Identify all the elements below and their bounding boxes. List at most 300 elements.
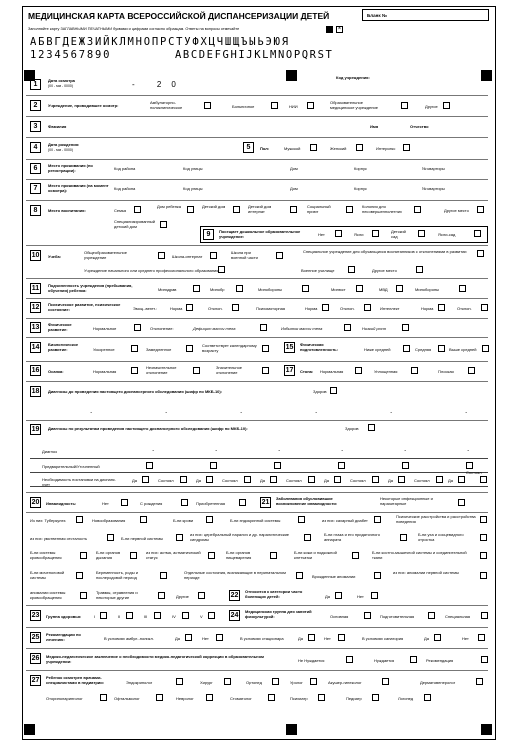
field-label: № квартиры [422,166,445,171]
opt-label: Семья [114,208,127,213]
specialist-checkbox[interactable] [224,678,231,685]
patronymic-label: Отчество [410,124,429,129]
fitness-average-checkbox[interactable] [438,345,445,352]
sex-male-checkbox[interactable] [310,144,317,151]
disease-label: Б-ни органов дыхания [96,550,121,560]
phys-short-checkbox[interactable] [402,324,409,331]
disease-label: Врожденные аномалии [312,574,356,579]
phys-normal-checkbox[interactable] [134,324,141,331]
disease-checkbox[interactable] [107,534,114,541]
disease-checkbox[interactable] [304,534,311,541]
disease-label: Б-ни костно-мышечной системы и соединительной ткани [372,550,467,560]
opt-label: II [118,614,121,619]
disease-label: из них: церебральный паралич и др. паралитические синдромы [190,532,290,542]
subordination-label: Подчиненность учреждения (пребывания, обучения) ребенка: [48,283,133,293]
disease-checkbox[interactable] [296,572,303,579]
name-label: Имя [370,124,379,129]
sub-minzdrav-checkbox[interactable] [193,285,200,292]
study-boarding-checkbox[interactable] [210,252,217,259]
preschool-nursery-checkbox[interactable] [372,230,379,237]
upbringing-label: Место воспитания: [48,208,86,213]
study-military-school-checkbox[interactable] [276,252,283,259]
need-yes-checkbox[interactable] [398,476,405,483]
posture-normal-checkbox[interactable] [131,367,138,374]
corner-marker [481,724,492,735]
opt-label: Социальный приют [307,204,331,214]
sub-minoborony-checkbox[interactable] [302,285,309,292]
foot-flat-checkbox[interactable] [468,367,475,374]
opt-label: Нормальная [93,369,117,374]
emo-deviation-checkbox[interactable] [232,304,239,311]
pedagogical-recommendation-checkbox[interactable] [481,656,488,663]
disease-checkbox[interactable] [206,516,213,523]
field-label: № квартиры [422,186,445,191]
hospital-yes-checkbox[interactable] [308,634,315,641]
disease-checkbox[interactable] [374,516,381,523]
surname-label: Фамилия [48,124,67,129]
specialist-label: Хирург [200,680,213,685]
prelim-checkbox[interactable] [146,462,153,469]
opt-label: Нет [318,232,325,237]
disease-label: Б-ни уха и сосцевидного отростка [418,532,464,542]
motor-norm-checkbox[interactable] [322,304,329,311]
frequent-yes-checkbox[interactable] [335,592,342,599]
state-label: Состоял [350,478,366,483]
specialist-label: Эндокринолог [126,680,153,685]
opt-label: Да [175,636,180,641]
disease-label: Б-ни нервной системы [121,536,163,541]
dot: . [278,444,281,453]
state-label: Состоял [466,470,482,475]
disease-checkbox[interactable] [198,592,205,599]
group-label: Интеллект [380,306,400,311]
corner-marker [286,70,297,81]
opt-label: Образовательное медицинское учреждение [330,100,378,110]
disease-checkbox[interactable] [80,592,87,599]
section-number: 1 [30,79,41,90]
specialist-checkbox[interactable] [476,678,483,685]
disease-checkbox[interactable] [352,552,359,559]
specialist-checkbox[interactable] [156,694,163,701]
disease-checkbox[interactable] [298,516,305,523]
yes-label: Да [388,478,393,483]
dot: . [404,444,407,453]
opt-label: Колония для несовершеннолетних [362,204,402,214]
birth-date-label: Дата рождения: [48,142,80,147]
study-other-checkbox[interactable] [416,266,423,273]
specialist-checkbox[interactable] [424,694,431,701]
opt-label: Замедленное [146,347,172,352]
pe-prep-checkbox[interactable] [428,612,435,619]
opt-label: Нормальное [93,326,117,331]
disease-label: Б-ни крови [173,518,194,523]
phys-weight-deficit-checkbox[interactable] [260,324,267,331]
specialist-checkbox[interactable] [318,694,325,701]
disease-label: из них: сахарный диабет [322,518,368,523]
specialist-checkbox[interactable] [272,678,279,685]
opt-label: Школа при военной части [231,250,258,260]
opt-label: Рекомендация [426,658,454,663]
opt-label: Значительное отклонение [216,365,243,375]
disease-checkbox[interactable] [480,572,487,579]
opt-label: Нормальная [320,369,344,374]
birth-date-format: (00 - мм - 0000) [48,148,74,152]
opt-label: Плоская [438,369,454,374]
upbringing-colony-checkbox[interactable] [414,206,421,213]
diagnoses-after-label: Диагнозы по результатам проведения настоящего диспансерного обследования (шифр по МКБ-10): [48,426,248,431]
diagnoses-before-label: Диагнозы до проведения настоящего диспансерного обследования (шифр по МКБ-10): [48,389,223,394]
disease-checkbox[interactable] [76,516,83,523]
need-state-checkbox[interactable] [480,476,487,483]
specialist-label: Стоматолог [230,696,252,701]
study-vocational-checkbox[interactable] [218,266,225,273]
frequent-ill-label: Относится к категории часто болеющих детей: [245,589,303,599]
after-healthy-checkbox[interactable] [368,424,375,431]
specialist-label: Оториноларинголог [46,696,83,701]
sanatorium-no-checkbox[interactable] [478,634,485,641]
dot: . [467,444,470,453]
upbringing-special-orphanage-checkbox[interactable] [160,221,167,228]
opt-label: Норма [170,306,183,311]
health-group-4-checkbox[interactable] [182,612,189,619]
pe-basic-checkbox[interactable] [364,612,371,619]
opt-label: I [94,614,96,619]
yes-label: Да [324,478,329,483]
section-number: 10 [31,252,40,259]
opt-label: Мужской [284,146,301,151]
opt-label: Отклон. [208,306,223,311]
disability-no-checkbox[interactable] [121,499,128,506]
disease-label: Б-ни кожи и подкожной клетчатки [294,550,337,560]
opt-label: Общеобразовательное учреждение [84,250,127,260]
opt-label: Избыток массы тела [281,326,323,331]
health-group-3-checkbox[interactable] [154,612,161,619]
disease-label: Отдельные состояния, возникающие в перинатальном периоде [184,570,286,580]
section-number: 25 [31,634,40,641]
need-state-checkbox[interactable] [372,476,379,483]
opt-label: Нет [357,594,364,599]
corner-marker [24,724,35,735]
disease-checkbox[interactable] [176,534,183,541]
section-number: 3 [30,121,41,132]
opt-label: Специальное учреждение для обучающихся воспитанников с отклонениями в развитии [303,249,467,254]
blank-number-box [362,9,489,21]
disease-label: Другие [176,594,189,599]
instruction-text: Заполняйте карту ЗАГЛАВНЫМИ ПЕЧАТНЫМИ буквами и цифрами согласно образцам. Ответы на вопросы отмечайте [28,27,240,31]
dot: . [315,406,318,415]
institution-outpatient-checkbox[interactable] [204,102,211,109]
opt-label: IV [172,614,176,619]
need-state-checkbox[interactable] [436,476,443,483]
disease-checkbox[interactable] [76,572,83,579]
yes-label: Да [448,478,453,483]
disability-diseases-label: Заболевания обусловившие возникновение инвалидности: [276,496,338,506]
specialist-label: Невролог [176,696,194,701]
sex-intersex-checkbox[interactable] [403,144,410,151]
disability-birth-checkbox[interactable] [181,499,188,506]
outpatient-yes-checkbox[interactable] [185,634,192,641]
opt-label: Специализированный детский дом [114,219,155,229]
specialist-label: Педиатр [346,696,362,701]
dot: . [90,406,93,415]
foot-normal-checkbox[interactable] [355,367,362,374]
section-number: 21 [261,499,270,506]
health-group-1-checkbox[interactable] [100,612,107,619]
opt-label: III [144,614,148,619]
opt-label: Незначительное отклонение [146,365,177,375]
specialist-checkbox[interactable] [310,678,317,685]
outpatient-no-checkbox[interactable] [216,634,223,641]
before-healthy-checkbox[interactable] [330,387,337,394]
state-label: Состоял [158,478,174,483]
specialist-label: Акушер-гинеколог [328,680,362,685]
specialist-checkbox[interactable] [372,694,379,701]
opt-label: Низкий рост [362,326,387,331]
sub-minjust-checkbox[interactable] [356,285,363,292]
institution-hospital-checkbox[interactable] [271,102,278,109]
disease-label: Б-ни глаза и его придаточного аппарата [324,532,380,542]
opt-label: Да [298,636,303,641]
opt-label: Норма [421,306,434,311]
specialist-label: Ортопед [246,680,262,685]
prelim-row-label: Предварительный/Уточненный [42,464,100,469]
bio-dev-label: Биологическое развитие: [48,342,79,352]
yes-label: Да [196,478,201,483]
opt-label: В условиях стационара [240,636,284,641]
pedagogical-not-needed-checkbox[interactable] [346,656,353,663]
dot: . [165,406,168,415]
opt-label: Другое место [444,208,469,213]
opt-label: Учреждение начального или среднего профессионального образования [84,268,219,273]
study-special-checkbox[interactable] [477,250,484,257]
disease-label: Психические расстройства и расстройства поведения [396,514,476,524]
motor-deviation-checkbox[interactable] [364,304,371,311]
section-number: 2 [30,100,41,111]
posture-label: Осанка: [48,369,64,374]
disease-checkbox[interactable] [400,534,407,541]
frequent-no-checkbox[interactable] [371,592,378,599]
upbringing-baby-home-checkbox[interactable] [187,206,194,213]
section-number: 9 [203,229,214,240]
preschool-no-checkbox[interactable] [335,230,342,237]
opt-label: Уплощенная [374,369,398,374]
opt-label: Минздрав [158,287,177,292]
institution-educational-checkbox[interactable] [401,102,408,109]
upbringing-orphanage-checkbox[interactable] [233,206,240,213]
specialists-label: Ребенок осмотрен врачами-специалистами в педиатрии: [46,675,105,685]
prelim-checkbox[interactable] [466,462,473,469]
specialist-label: Дерматовенеролог [420,680,456,685]
preschool-kindergarten-checkbox[interactable] [418,230,425,237]
dot: . [341,444,344,453]
field-label: Дом [290,166,298,171]
disability-acquired-checkbox[interactable] [239,499,246,506]
section-number: 5 [243,142,254,153]
opt-label: Ниже средней [364,347,391,352]
opt-label: В условиях санатория [362,636,404,641]
disease-checkbox[interactable] [208,552,215,559]
bio-age-checkbox[interactable] [262,345,269,352]
dot: . [465,406,468,415]
upbringing-other-checkbox[interactable] [477,206,484,213]
opt-label: Школа-интернат [172,254,203,259]
pedagogical-label: Медико-педагогическое заключение о необходимости медико-педагогической коррекции в образовательном учреждении: [46,654,264,664]
study-military-college-checkbox[interactable] [348,266,355,273]
section-number: 11 [31,285,40,292]
disease-checkbox[interactable] [80,552,87,559]
sub-minobr-checkbox[interactable] [236,285,243,292]
need-state-checkbox[interactable] [244,476,251,483]
specialist-checkbox[interactable] [100,694,107,701]
institution-code-label: Код учреждения: [336,75,370,80]
opt-label: Детский дом интернат [248,204,272,214]
institution-other-checkbox[interactable] [443,102,450,109]
opt-label: Соответствует календарному возрасту [202,343,257,353]
mental-label: Психическое развитие, психическое состояние: [48,302,121,312]
dot: . [215,444,218,453]
health-group-2-checkbox[interactable] [126,612,133,619]
field-label: Код района [114,186,136,191]
opt-label: Нуждается [374,658,395,663]
disease-checkbox[interactable] [480,534,487,541]
need-yes-checkbox[interactable] [206,476,213,483]
section-number: 6 [30,163,41,174]
section-number: 24 [230,612,239,619]
opt-label: Норма [305,306,318,311]
health-group-label: Группа здоровья: [46,614,82,619]
disease-infectious-checkbox[interactable] [458,499,465,506]
sanatorium-yes-checkbox[interactable] [434,634,441,641]
specialist-checkbox[interactable] [268,694,275,701]
intellect-deviation-checkbox[interactable] [481,304,488,311]
posture-minor-checkbox[interactable] [193,367,200,374]
need-yes-checkbox[interactable] [142,476,149,483]
pedagogical-needed-checkbox[interactable] [410,656,417,663]
opt-label: Специальная [445,614,471,619]
section-number: 22 [230,592,239,599]
section-number: 23 [31,612,40,619]
sub-minoborony-2-checkbox[interactable] [459,285,466,292]
disease-checkbox[interactable] [480,516,487,523]
study-general-checkbox[interactable] [158,252,165,259]
residence-reg-label: Место проживания (по регистрации): [48,163,93,173]
section-number: 17 [285,367,294,374]
field-label: Дом [290,186,298,191]
exam-date-year-prefix[interactable]: - 20 [132,80,186,89]
posture-major-checkbox[interactable] [262,367,269,374]
disease-label: из них: аномалии нервной системы [393,570,459,575]
specialist-checkbox[interactable] [176,678,183,685]
disease-checkbox[interactable] [270,552,277,559]
yes-label: Да [260,478,265,483]
institution-nii-checkbox[interactable] [307,102,314,109]
upbringing-shelter-checkbox[interactable] [346,206,353,213]
need-yes-checkbox[interactable] [270,476,277,483]
sample-digits: 1234567890 [30,49,112,61]
opt-label: Военное училище [301,268,335,273]
sample-checkbox-cross: × [337,26,342,32]
prelim-checkbox[interactable] [274,462,281,469]
opt-label: Женский [330,146,347,151]
group-label: Эмоц.-вегет.: [133,306,157,311]
specialist-label: Уролог [290,680,303,685]
sex-female-checkbox[interactable] [356,144,363,151]
specialist-label: Офтальмолог [114,696,140,701]
disease-checkbox[interactable] [160,572,167,579]
opt-label: С рождения [140,501,163,506]
sub-mvd-checkbox[interactable] [396,285,403,292]
disease-label: Б-ни органов пищеварения [226,550,252,560]
opt-label: Да [325,594,330,599]
dot: . [390,406,393,415]
opt-label: Дефицит массы тела [193,326,236,331]
prelim-checkbox[interactable] [210,462,217,469]
pe-group-label: Медицинская группа для занятий физкультурой: [245,609,312,619]
disease-checkbox[interactable] [374,572,381,579]
section-number: 14 [31,344,40,351]
bio-delayed-checkbox[interactable] [186,345,193,352]
study-label: Учеба: [48,254,62,259]
health-group-5-checkbox[interactable] [208,612,215,619]
specialist-checkbox[interactable] [206,694,213,701]
opt-label: Средняя [415,347,432,352]
pe-special-checkbox[interactable] [481,612,488,619]
sample-checkbox-filled [326,26,333,33]
disease-checkbox[interactable] [130,552,137,559]
specialist-checkbox[interactable] [382,678,389,685]
opt-label: В условиях амбул.-поликл. [104,636,154,641]
need-state-checkbox[interactable] [308,476,315,483]
emo-norm-checkbox[interactable] [186,304,193,311]
opt-label: Нет [102,501,109,506]
upbringing-boarding-checkbox[interactable] [290,206,297,213]
need-state-checkbox[interactable] [180,476,187,483]
disease-checkbox[interactable] [158,592,165,599]
hospital-no-checkbox[interactable] [338,634,345,641]
section-number: 16 [31,367,40,374]
fitness-above-checkbox[interactable] [482,345,489,352]
group-label: Психомоторная [256,306,286,311]
opt-label: Минюст [331,287,346,292]
phys-weight-excess-checkbox[interactable] [344,324,351,331]
opt-label: Другое [425,104,438,109]
need-yes-checkbox[interactable] [334,476,341,483]
section-number: 4 [30,142,41,153]
disease-checkbox[interactable] [140,516,147,523]
need-row-label: Необходимость постановки на диспанс. учет [42,477,117,487]
need-yes-checkbox[interactable] [458,476,465,483]
bio-accelerated-checkbox[interactable] [131,345,138,352]
preschool-label: Посещает дошкольное образовательное учреждение: [219,229,301,239]
dot: . [240,406,243,415]
opt-label: Амбулаторно-поликлиническое [150,100,183,110]
prelim-checkbox[interactable] [338,462,345,469]
prelim-checkbox[interactable] [402,462,409,469]
disease-checkbox[interactable] [480,552,487,559]
opt-label: Больничное [232,104,255,109]
opt-label: Некоторые инфекционные и паразитарные [380,496,433,506]
diagnosis-row-label: Диагноз [42,449,57,454]
upbringing-family-checkbox[interactable] [134,206,141,213]
treatment-label: Рекомендации по лечению: [46,632,81,642]
preschool-nursery-kindergarten-checkbox[interactable] [474,230,481,237]
foot-flattened-checkbox[interactable] [411,367,418,374]
fitness-below-checkbox[interactable] [403,345,410,352]
intellect-norm-checkbox[interactable] [438,304,445,311]
opt-label: МВД [379,287,388,292]
institution-type-label: Учреждение, проводившее осмотр: [48,103,119,108]
opt-label: Отклонение: [150,326,174,331]
